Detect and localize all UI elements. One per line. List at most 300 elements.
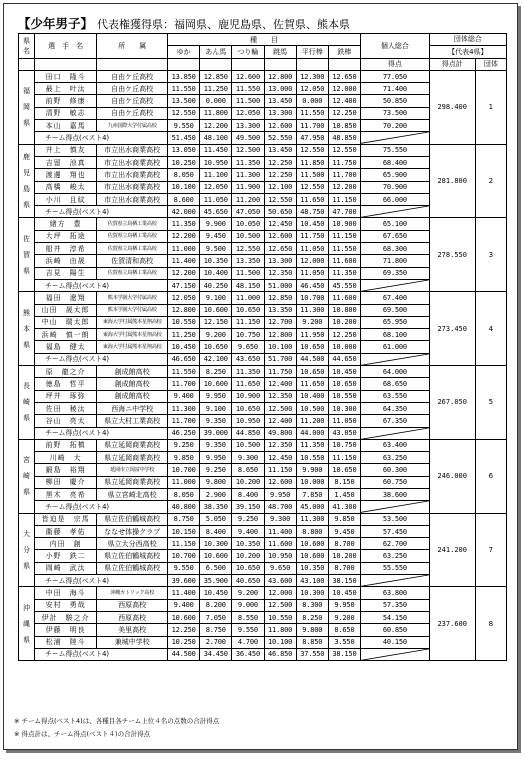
player-school: 東海大学付属熊本星翔高校 xyxy=(97,341,168,353)
diagonal-blank xyxy=(361,648,430,660)
event-score: 12.800 xyxy=(264,70,296,82)
event-score: 8.550 xyxy=(232,611,264,623)
event-score: 11.600 xyxy=(328,292,360,304)
player-school: 熊本学園大学付属高校 xyxy=(97,304,168,316)
individual-total: 68.400 xyxy=(361,156,430,168)
diagonal-line-icon xyxy=(361,354,429,365)
diagonal-blank xyxy=(361,427,430,439)
event-score: 12.100 xyxy=(264,181,296,193)
player-name: 井上 慎友 xyxy=(35,144,97,156)
player-school: 西海ニ中学校 xyxy=(97,402,168,414)
player-name: 福田 遼翔 xyxy=(35,292,97,304)
individual-total: 71.400 xyxy=(361,83,430,95)
event-score: 8.650 xyxy=(232,464,264,476)
event-score: 11.300 xyxy=(168,402,200,414)
player-row xyxy=(19,587,507,599)
team-event-score: 44.500 xyxy=(168,648,200,660)
event-score: 12.600 xyxy=(232,70,264,82)
event-score: 12.600 xyxy=(264,120,296,132)
event-score: 10.850 xyxy=(328,120,360,132)
header-event-floor: ゆか xyxy=(168,46,200,58)
diagonal-line-icon xyxy=(361,649,429,660)
team-label: チーム得点(ベスト4) xyxy=(35,132,168,144)
player-school: 熊本学園大学付属高校 xyxy=(97,292,168,304)
event-score: 2.900 xyxy=(200,488,232,500)
diagonal-blank xyxy=(361,501,430,513)
team-event-score: 50.650 xyxy=(264,206,296,218)
event-score: 11.250 xyxy=(200,83,232,95)
diagonal-blank xyxy=(361,575,430,587)
player-school: 県立佐伯鶴城高校 xyxy=(97,562,168,574)
event-score: 9.650 xyxy=(232,341,264,353)
player-name: 岡崎 武汰 xyxy=(35,562,97,574)
individual-total: 53.500 xyxy=(361,513,430,525)
event-score: 9.400 xyxy=(168,599,200,611)
team-label: チーム得点(ベスト4) xyxy=(35,648,168,660)
event-score: 8.700 xyxy=(328,538,360,550)
event-score: 11.000 xyxy=(168,476,200,488)
team-rank: 5 xyxy=(475,366,506,440)
player-name: 中山 瑞太郎 xyxy=(35,316,97,328)
player-name: 安村 勇哉 xyxy=(35,599,97,611)
player-school: 自由ケ丘高校 xyxy=(97,70,168,82)
player-school: 美里高校 xyxy=(97,624,168,636)
team-event-score: 39.150 xyxy=(232,501,264,513)
team-event-score: 40.250 xyxy=(200,279,232,291)
event-score: 11.800 xyxy=(200,107,232,119)
team-event-score: 52.550 xyxy=(264,132,296,144)
team-event-score: 44.000 xyxy=(296,427,328,439)
event-score: 11.650 xyxy=(296,378,328,390)
player-name: 緒方 豊 xyxy=(35,218,97,230)
event-score: 12.250 xyxy=(328,329,360,341)
team-event-score: 44.500 xyxy=(296,353,328,365)
team-event-score: 46.450 xyxy=(296,279,328,291)
event-score: 9.400 xyxy=(168,390,200,402)
event-score: 4.700 xyxy=(232,636,264,648)
player-school: 佐賀県立鳥栖工業高校 xyxy=(97,267,168,279)
event-score: 13.350 xyxy=(232,255,264,267)
event-score: 9.800 xyxy=(200,476,232,488)
event-score: 10.650 xyxy=(200,341,232,353)
event-score: 10.450 xyxy=(328,587,360,599)
diagonal-blank xyxy=(361,132,430,144)
event-score: 12.600 xyxy=(264,230,296,242)
event-score: 10.200 xyxy=(328,316,360,328)
header-event-pommel: あん馬 xyxy=(200,46,232,58)
event-score: 10.500 xyxy=(296,402,328,414)
event-score: 12.650 xyxy=(264,243,296,255)
event-score: 10.500 xyxy=(232,439,264,451)
event-score: 12.200 xyxy=(328,181,360,193)
player-school: 市立出水商業高校 xyxy=(97,144,168,156)
player-school: 県立延岡商業高校 xyxy=(97,452,168,464)
event-score: 11.150 xyxy=(168,538,200,550)
event-score: 10.300 xyxy=(296,587,328,599)
team-score-total: 241.200 xyxy=(429,513,475,587)
event-score: 9.450 xyxy=(200,230,232,242)
team-event-score: 49.800 xyxy=(264,427,296,439)
player-school: 県立佐伯鶴城高校 xyxy=(97,550,168,562)
title-category: 【少年男子】 xyxy=(18,16,94,31)
individual-total: 60.850 xyxy=(361,624,430,636)
player-name: 衞藤 孝佑 xyxy=(35,525,97,537)
event-score: 12.000 xyxy=(296,255,328,267)
event-score: 12.000 xyxy=(264,587,296,599)
player-row xyxy=(19,292,507,304)
individual-total: 66.000 xyxy=(361,193,430,205)
event-score: 12.200 xyxy=(200,120,232,132)
player-name: 前野 拓槙 xyxy=(35,439,97,451)
event-score: 12.550 xyxy=(232,243,264,255)
individual-total: 54.150 xyxy=(361,611,430,623)
event-score: 12.700 xyxy=(264,316,296,328)
player-school: 県立佐伯鶴城高校 xyxy=(97,513,168,525)
header-event-highbar: 鉄棒 xyxy=(328,46,360,58)
player-name: 鍛島 裕翔 xyxy=(35,464,97,476)
event-score: 11.350 xyxy=(232,366,264,378)
event-score: 9.000 xyxy=(232,599,264,611)
player-school: 東海大学付属熊本星翔高校 xyxy=(97,329,168,341)
event-score: 11.650 xyxy=(232,378,264,390)
diagonal-line-icon xyxy=(361,501,429,512)
event-score: 12.250 xyxy=(264,169,296,181)
event-score: 10.350 xyxy=(296,562,328,574)
event-score: 9.450 xyxy=(328,525,360,537)
event-score: 10.900 xyxy=(232,390,264,402)
team-event-score: 38.150 xyxy=(328,575,360,587)
diagonal-line-icon xyxy=(361,206,429,217)
team-rank: 8 xyxy=(475,587,506,661)
event-score: 11.550 xyxy=(168,83,200,95)
individual-total: 63.800 xyxy=(361,587,430,599)
event-score: 11.400 xyxy=(264,525,296,537)
player-school: 県立大村工業高校 xyxy=(97,415,168,427)
header-team-score: 得点計 xyxy=(429,58,475,70)
diagonal-line-icon xyxy=(361,575,429,586)
player-row xyxy=(19,70,507,82)
individual-total: 63.250 xyxy=(361,550,430,562)
event-score: 10.350 xyxy=(200,255,232,267)
event-score: 10.400 xyxy=(200,267,232,279)
player-school: 西原高校 xyxy=(97,599,168,611)
team-event-score: 51.000 xyxy=(264,279,296,291)
individual-total: 65.900 xyxy=(361,169,430,181)
event-score: 7.050 xyxy=(200,611,232,623)
event-score: 12.250 xyxy=(264,156,296,168)
event-score: 10.600 xyxy=(200,378,232,390)
player-name: 谷山 亮太 xyxy=(35,415,97,427)
event-score: 12.050 xyxy=(232,107,264,119)
event-score: 9.500 xyxy=(200,243,232,255)
event-score: 10.900 xyxy=(328,218,360,230)
event-score: 8.850 xyxy=(296,636,328,648)
individual-total: 62.700 xyxy=(361,538,430,550)
player-name: 松浦 陸斗 xyxy=(35,636,97,648)
event-score: 12.200 xyxy=(168,267,200,279)
event-score: 8.600 xyxy=(168,193,200,205)
prefecture-name: 鹿児島県 xyxy=(19,144,35,218)
individual-total: 64.350 xyxy=(361,402,430,414)
player-school: 創成館高校 xyxy=(97,378,168,390)
team-event-score: 43.050 xyxy=(328,427,360,439)
team-event-score: 49.500 xyxy=(232,132,264,144)
event-score: 9.550 xyxy=(232,624,264,636)
event-score: 2.700 xyxy=(200,636,232,648)
event-score: 8.200 xyxy=(200,599,232,611)
event-score: 9.300 xyxy=(264,513,296,525)
header-event-vault: 跳馬 xyxy=(264,46,296,58)
individual-total: 67.400 xyxy=(361,292,430,304)
individual-total: 69.500 xyxy=(361,304,430,316)
event-score: 11.200 xyxy=(296,415,328,427)
event-score: 11.700 xyxy=(296,120,328,132)
event-score: 10.550 xyxy=(296,452,328,464)
diagonal-blank xyxy=(361,353,430,365)
event-score: 9.900 xyxy=(200,218,232,230)
event-score: 9.950 xyxy=(264,488,296,500)
player-school: 佐賀清和高校 xyxy=(97,255,168,267)
event-score: 11.150 xyxy=(264,464,296,476)
event-score: 10.950 xyxy=(264,550,296,562)
player-school: 創成館高校 xyxy=(97,366,168,378)
event-score: 10.800 xyxy=(328,304,360,316)
event-score: 11.500 xyxy=(232,95,264,107)
event-score: 1.450 xyxy=(328,488,360,500)
team-event-score: 43.100 xyxy=(296,575,328,587)
team-event-score: 40.800 xyxy=(168,501,200,513)
event-score: 10.550 xyxy=(328,390,360,402)
event-score: 12.300 xyxy=(296,70,328,82)
player-name: 高橋 峻太 xyxy=(35,181,97,193)
event-score: 12.200 xyxy=(168,230,200,242)
individual-total: 77.050 xyxy=(361,70,430,82)
event-score: 11.050 xyxy=(200,193,232,205)
team-event-score: 36.450 xyxy=(232,648,264,660)
player-name: 本山 嘉馬 xyxy=(35,120,97,132)
event-score: 11.350 xyxy=(328,267,360,279)
diagonal-line-icon xyxy=(361,428,429,439)
team-label: チーム得点(ベスト4) xyxy=(35,353,168,365)
header-events: 種 目 xyxy=(168,34,361,46)
event-score: 11.550 xyxy=(296,107,328,119)
individual-total: 65.100 xyxy=(361,218,430,230)
event-score: 10.950 xyxy=(232,415,264,427)
team-rank: 7 xyxy=(475,513,506,587)
event-score: 13.300 xyxy=(264,255,296,267)
individual-total: 68.300 xyxy=(361,243,430,255)
team-rank: 4 xyxy=(475,292,506,366)
event-score: 8.400 xyxy=(232,488,264,500)
player-school: 市立出水商業高校 xyxy=(97,181,168,193)
individual-total: 60.750 xyxy=(361,476,430,488)
event-score: 13.350 xyxy=(264,304,296,316)
team-score-total: 267.050 xyxy=(429,366,475,440)
event-score: 10.700 xyxy=(168,464,200,476)
event-score: 12.600 xyxy=(264,476,296,488)
individual-total: 57.350 xyxy=(361,599,430,611)
event-score: 10.100 xyxy=(168,181,200,193)
event-score: 9.100 xyxy=(200,292,232,304)
header-team-rank: 団体 xyxy=(475,58,506,70)
event-score: 12.800 xyxy=(168,304,200,316)
footnote-total-score: ※ 得点計は、チーム得点(ベスト４)の合計得点 xyxy=(14,730,151,738)
player-row xyxy=(19,144,507,156)
event-score: 12.350 xyxy=(264,267,296,279)
event-score: 13.000 xyxy=(264,83,296,95)
event-score: 10.600 xyxy=(296,538,328,550)
event-score: 0.000 xyxy=(200,95,232,107)
event-score: 11.800 xyxy=(264,624,296,636)
event-score: 12.550 xyxy=(328,144,360,156)
team-event-score: 48.750 xyxy=(296,206,328,218)
team-event-score: 46.850 xyxy=(264,648,296,660)
event-score: 10.000 xyxy=(328,341,360,353)
team-event-score: 48.150 xyxy=(232,279,264,291)
event-score: 12.000 xyxy=(328,83,360,95)
player-school: 自由ケ丘高校 xyxy=(97,95,168,107)
player-name: 吉留 涼真 xyxy=(35,156,97,168)
event-score: 12.400 xyxy=(328,95,360,107)
event-score: 10.600 xyxy=(168,611,200,623)
event-score: 10.750 xyxy=(328,439,360,451)
team-event-score: 34.450 xyxy=(200,648,232,660)
team-event-score: 35.900 xyxy=(200,575,232,587)
event-score: 10.550 xyxy=(264,611,296,623)
team-rank: 1 xyxy=(475,70,506,144)
team-event-score: 45.550 xyxy=(328,279,360,291)
event-score: 11.200 xyxy=(232,193,264,205)
player-name: 柳田 慶介 xyxy=(35,476,97,488)
team-event-score: 48.700 xyxy=(264,501,296,513)
event-score: 11.350 xyxy=(232,156,264,168)
team-event-score: 46.250 xyxy=(168,427,200,439)
event-score: 12.800 xyxy=(264,329,296,341)
player-name: 伊計 駿之介 xyxy=(35,611,97,623)
results-table xyxy=(18,33,507,661)
event-score: 10.350 xyxy=(232,538,264,550)
diagonal-line-icon xyxy=(361,132,429,143)
event-score: 10.250 xyxy=(168,156,200,168)
event-score: 9.100 xyxy=(200,402,232,414)
event-score: 9.200 xyxy=(232,587,264,599)
event-score: 10.600 xyxy=(200,304,232,316)
player-name: 坪井 琢弥 xyxy=(35,390,97,402)
player-name: 内田 創 xyxy=(35,538,97,550)
event-score: 10.100 xyxy=(264,636,296,648)
event-score: 11.550 xyxy=(232,83,264,95)
player-name: 最上 叶汰 xyxy=(35,83,97,95)
event-score: 10.600 xyxy=(200,550,232,562)
event-score: 8.700 xyxy=(328,562,360,574)
event-score: 9.650 xyxy=(264,562,296,574)
event-score: 11.050 xyxy=(296,243,328,255)
event-score: 12.350 xyxy=(264,390,296,402)
prefecture-name: 大分県 xyxy=(19,513,35,587)
team-label: チーム得点(ベスト4) xyxy=(35,206,168,218)
results-page xyxy=(3,3,518,750)
event-score: 9.200 xyxy=(296,316,328,328)
individual-total: 61.000 xyxy=(361,341,430,353)
diagonal-line-icon xyxy=(361,280,429,291)
event-score: 12.550 xyxy=(168,107,200,119)
team-label: チーム得点(ベスト4) xyxy=(35,501,168,513)
header-event-parallel: 平行棒 xyxy=(296,46,328,58)
player-school: 自由ケ丘高校 xyxy=(97,107,168,119)
header-name: 選 手 名 xyxy=(35,34,97,59)
event-score: 11.300 xyxy=(296,513,328,525)
title-representatives: 代表権獲得県：福岡県、鹿児島県、佐賀県、熊本県 xyxy=(97,18,351,31)
event-score: 10.650 xyxy=(296,341,328,353)
event-score: 11.900 xyxy=(232,181,264,193)
event-score: 12.500 xyxy=(264,402,296,414)
player-school: ななせ体操クラブ xyxy=(97,525,168,537)
header-event-rings: つり輪 xyxy=(232,46,264,58)
team-event-score: 45.000 xyxy=(296,501,328,513)
event-score: 11.700 xyxy=(168,378,200,390)
event-score: 9.550 xyxy=(168,562,200,574)
team-event-score: 46.650 xyxy=(168,353,200,365)
team-event-score: 47.050 xyxy=(232,206,264,218)
event-score: 11.700 xyxy=(328,169,360,181)
individual-total: 73.500 xyxy=(361,107,430,119)
individual-total: 60.300 xyxy=(361,464,430,476)
event-score: 8.050 xyxy=(168,488,200,500)
event-score: 12.550 xyxy=(264,193,296,205)
event-score: 10.650 xyxy=(328,464,360,476)
event-score: 11.250 xyxy=(168,329,200,341)
event-score: 10.700 xyxy=(296,292,328,304)
event-score: 13.300 xyxy=(232,120,264,132)
event-score: 10.200 xyxy=(232,476,264,488)
team-rank: 3 xyxy=(475,218,506,292)
player-school: 県立延岡商業高校 xyxy=(97,476,168,488)
team-score-total: 278.550 xyxy=(429,218,475,292)
individual-total: 38.600 xyxy=(361,488,430,500)
event-score: 5.050 xyxy=(200,513,232,525)
individual-total: 69.350 xyxy=(361,267,430,279)
event-score: 9.350 xyxy=(200,439,232,451)
event-score: 8.250 xyxy=(296,611,328,623)
event-score: 12.650 xyxy=(328,70,360,82)
event-score: 9.300 xyxy=(232,452,264,464)
individual-total: 55.550 xyxy=(361,562,430,574)
event-score: 12.850 xyxy=(200,70,232,82)
event-score: 12.250 xyxy=(328,107,360,119)
player-name: 山田 晟太郎 xyxy=(35,304,97,316)
event-score: 9.950 xyxy=(328,599,360,611)
event-score: 10.950 xyxy=(200,156,232,168)
player-name: 浜崎 慎一朗 xyxy=(35,329,97,341)
event-score: 13.450 xyxy=(264,144,296,156)
event-score: 10.450 xyxy=(200,587,232,599)
event-score: 11.300 xyxy=(296,304,328,316)
event-score: 11.450 xyxy=(200,144,232,156)
event-score: 9.250 xyxy=(168,439,200,451)
event-score: 9.800 xyxy=(296,624,328,636)
page-title xyxy=(18,14,350,32)
player-school: 市立出水商業高校 xyxy=(97,169,168,181)
team-event-score: 51.700 xyxy=(264,353,296,365)
event-score: 12.250 xyxy=(168,624,200,636)
individual-total: 63.550 xyxy=(361,390,430,402)
event-score: 11.350 xyxy=(296,439,328,451)
event-score: 8.750 xyxy=(168,513,200,525)
event-score: 12.500 xyxy=(264,599,296,611)
event-score: 9.350 xyxy=(200,415,232,427)
player-school: 九州国際大学付属高校 xyxy=(97,120,168,132)
event-score: 9.950 xyxy=(200,390,232,402)
